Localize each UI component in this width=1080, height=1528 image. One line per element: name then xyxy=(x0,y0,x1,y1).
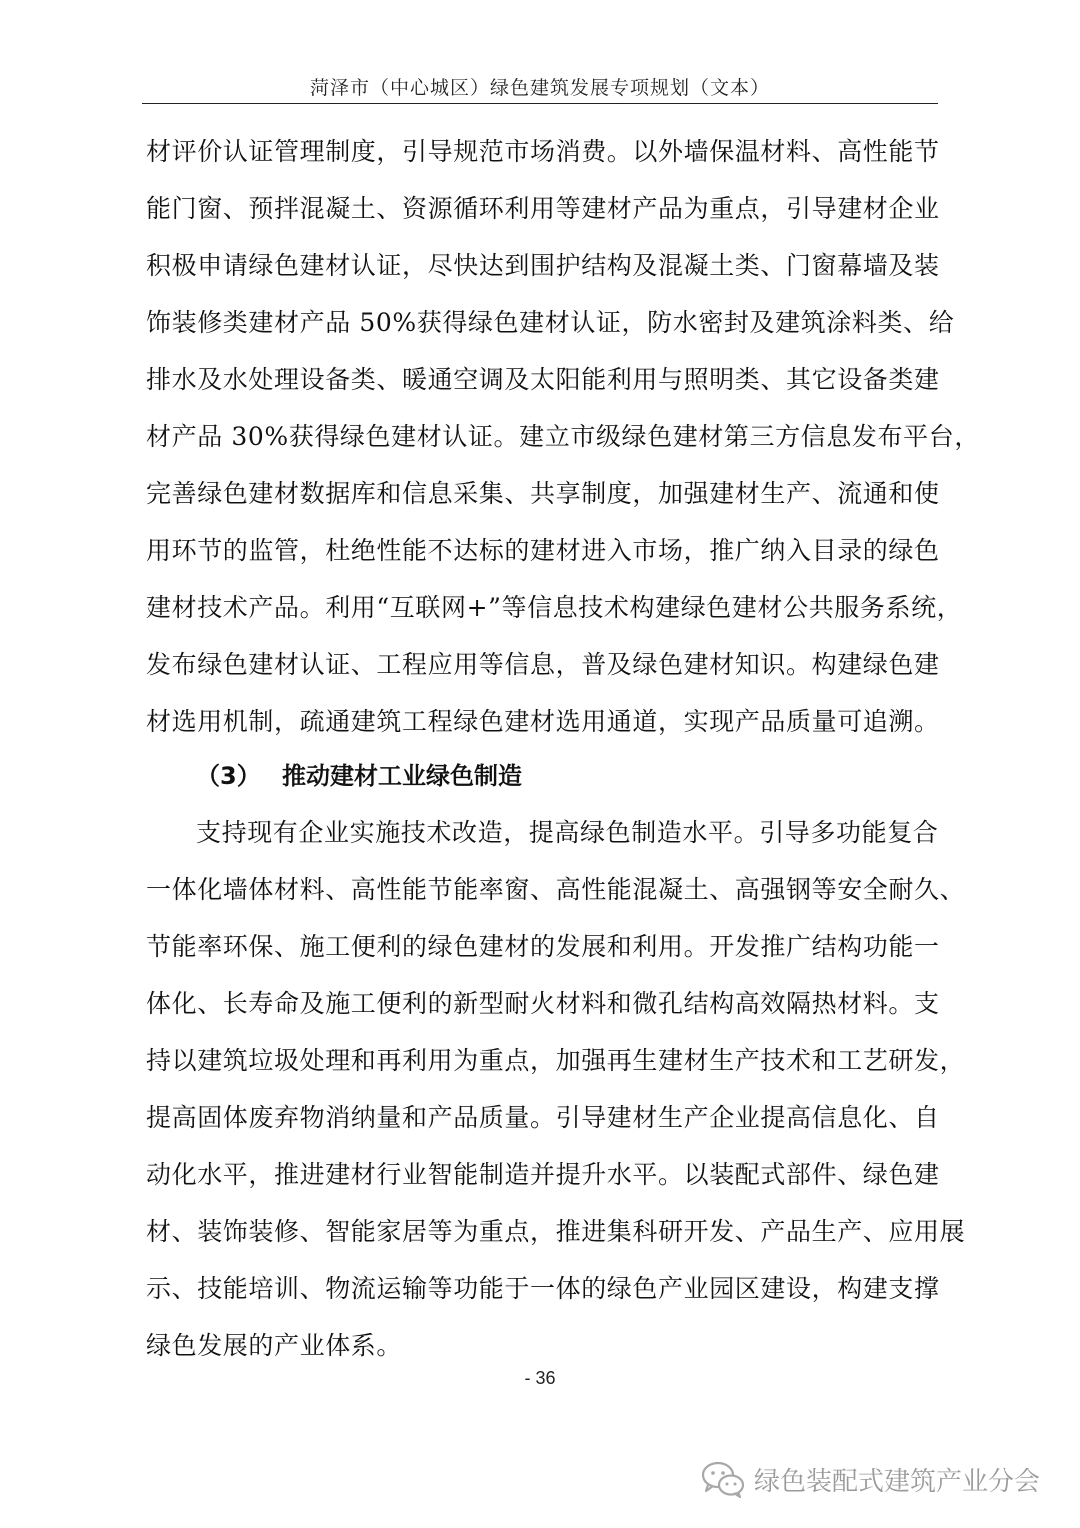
section-number: （3） xyxy=(196,762,261,790)
watermark-text: 绿色装配式建筑产业分会 xyxy=(754,1466,1041,1497)
document-header: 菏泽市（中心城区）绿色建筑发展专项规划（文本） xyxy=(309,77,770,99)
paragraph-line: 排水及水处理设备类、暖通空调及太阳能利用与照明类、其它设备类建 xyxy=(146,365,940,394)
paragraph-line: 用环节的监管，杜绝性能不达标的建材进入市场，推广纳入目录的绿色 xyxy=(146,536,940,565)
paragraph-line: 材产品 30%获得绿色建材认证。建立市级绿色建材第三方信息发布平台， xyxy=(146,422,980,451)
paragraph-line: 绿色发展的产业体系。 xyxy=(146,1331,403,1360)
paragraph-line: 建材技术产品。利用“互联网+”等信息技术构建绿色建材公共服务系统， xyxy=(146,593,963,622)
wechat-watermark xyxy=(700,1456,1040,1502)
paragraph-line: 饰装修类建材产品 50%获得绿色建材认证，防水密封及建筑涂料类、给 xyxy=(146,308,955,337)
paragraph-line: 一体化墙体材料、高性能节能率窗、高性能混凝土、高强钢等安全耐久、 xyxy=(146,875,966,904)
section-heading xyxy=(196,758,522,794)
header-divider xyxy=(142,103,938,104)
paragraph-line: 能门窗、预拌混凝土、资源循环利用等建材产品为重点，引导建材企业 xyxy=(146,194,940,223)
paragraph-line: 提高固体废弃物消纳量和产品质量。引导建材生产企业提高信息化、自 xyxy=(146,1103,940,1132)
paragraph-line: 材评价认证管理制度，引导规范市场消费。以外墙保温材料、高性能节 xyxy=(146,137,940,166)
paragraph-line: 示、技能培训、物流运输等功能于一体的绿色产业园区建设，构建支撑 xyxy=(146,1274,940,1303)
paragraph-line: 动化水平，推进建材行业智能制造并提升水平。以装配式部件、绿色建 xyxy=(146,1160,940,1189)
paragraph-line: 支持现有企业实施技术改造，提高绿色制造水平。引导多功能复合 xyxy=(196,818,939,847)
paragraph-line: 体化、长寿命及施工便利的新型耐火材料和微孔结构高效隔热材料。支 xyxy=(146,989,940,1018)
section-title: 推动建材工业绿色制造 xyxy=(282,762,522,790)
paragraph-line: 材选用机制，疏通建筑工程绿色建材选用通道，实现产品质量可追溯。 xyxy=(146,707,940,736)
wechat-icon xyxy=(700,1459,746,1499)
paragraph-line: 持以建筑垃圾处理和再利用为重点，加强再生建材生产技术和工艺研发， xyxy=(146,1046,966,1075)
paragraph-line: 发布绿色建材认证、工程应用等信息，普及绿色建材知识。构建绿色建 xyxy=(146,650,940,679)
paragraph-line: 节能率环保、施工便利的绿色建材的发展和利用。开发推广结构功能一 xyxy=(146,932,940,961)
page-number: - 36 xyxy=(524,1368,556,1388)
paragraph-line: 材、装饰装修、智能家居等为重点，推进集科研开发、产品生产、应用展 xyxy=(146,1217,966,1246)
paragraph-line: 完善绿色建材数据库和信息采集、共享制度，加强建材生产、流通和使 xyxy=(146,479,940,508)
paragraph-line: 积极申请绿色建材认证，尽快达到围护结构及混凝土类、门窗幕墙及装 xyxy=(146,251,940,280)
